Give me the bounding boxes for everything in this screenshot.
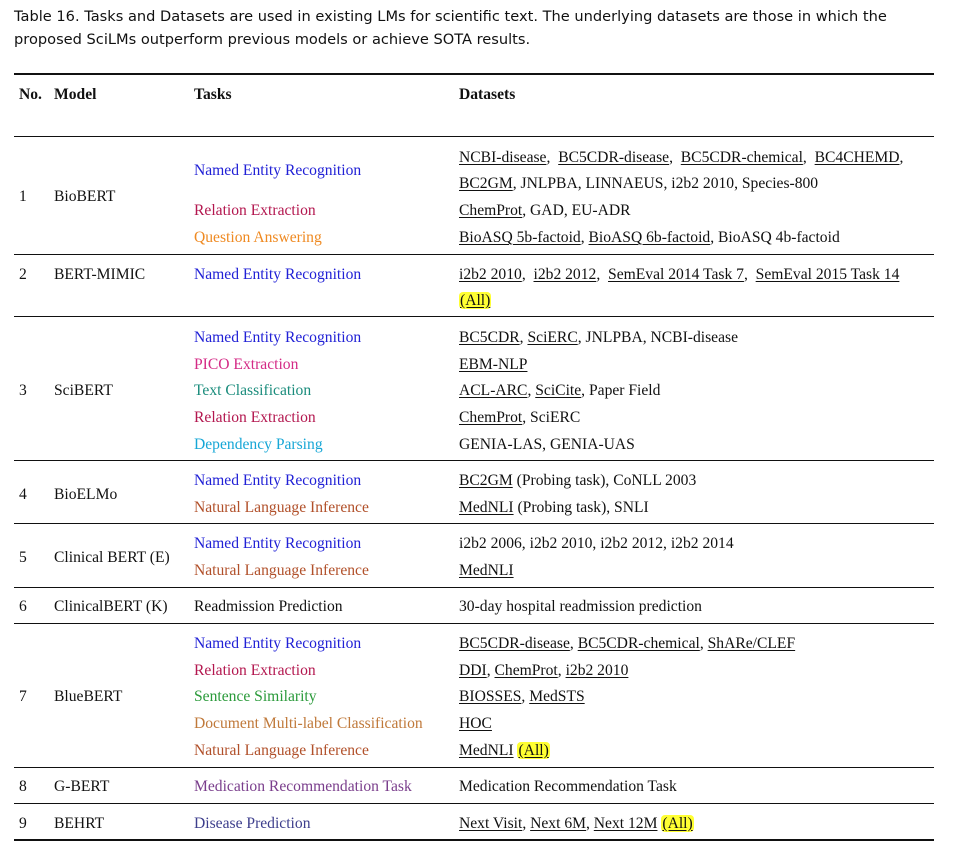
dataset-line: BC2GM, JNLPBA, LINNAEUS, i2b2 2010, Species-800 bbox=[459, 175, 819, 192]
dataset-line: MedNLI bbox=[459, 562, 514, 579]
dataset-line: BC5CDR-disease, BC5CDR-chemical, ShARe/CLEF bbox=[459, 635, 796, 652]
dataset-line: GENIA-LAS, GENIA-UAS bbox=[459, 436, 635, 453]
task-label: Named Entity Recognition bbox=[194, 635, 362, 652]
dataset-line: ChemProt, GAD, EU-ADR bbox=[459, 202, 631, 219]
dataset-line: BioASQ 5b-factoid, BioASQ 6b-factoid, BioASQ 4b-factoid bbox=[459, 229, 840, 246]
row-divider bbox=[14, 803, 934, 804]
task-label: Document Multi-label Classification bbox=[194, 715, 423, 732]
dataset-line: DDI, ChemProt, i2b2 2010 bbox=[459, 662, 629, 679]
table-caption: Table 16. Tasks and Datasets are used in existing LMs for scientific text. The underlying datasets are those in which the proposed SciLMs outperform previous models or achieve SOTA results. bbox=[14, 8, 887, 48]
model-name: BioELMo bbox=[54, 486, 118, 503]
task-label: Relation Extraction bbox=[194, 202, 316, 219]
task-label: Sentence Similarity bbox=[194, 688, 317, 705]
dataset-line: MedNLI (Probing task), SNLI bbox=[459, 499, 649, 516]
row-divider bbox=[14, 623, 934, 624]
row-number: 3 bbox=[19, 382, 27, 399]
task-label: Natural Language Inference bbox=[194, 499, 369, 516]
task-label: Natural Language Inference bbox=[194, 562, 369, 579]
row-number: 8 bbox=[19, 778, 27, 795]
row-divider bbox=[14, 316, 934, 317]
row-divider bbox=[14, 460, 934, 461]
dataset-line: EBM-NLP bbox=[459, 356, 528, 373]
header-rule bbox=[14, 136, 934, 137]
model-name: SciBERT bbox=[54, 382, 113, 399]
task-label: Named Entity Recognition bbox=[194, 266, 362, 283]
header-model: Model bbox=[54, 86, 97, 103]
model-name: ClinicalBERT (K) bbox=[54, 598, 168, 615]
model-name: BlueBERT bbox=[54, 688, 123, 705]
task-label: Medication Recommendation Task bbox=[194, 778, 412, 795]
model-name: BEHRT bbox=[54, 815, 105, 832]
row-number: 7 bbox=[19, 688, 27, 705]
dataset-line: MedNLI (All) bbox=[459, 742, 549, 759]
dataset-line: 30-day hospital readmission prediction bbox=[459, 598, 702, 615]
top-rule bbox=[14, 73, 934, 75]
task-label: Named Entity Recognition bbox=[194, 162, 362, 179]
bottom-rule bbox=[14, 839, 934, 841]
dataset-line: Medication Recommendation Task bbox=[459, 778, 677, 795]
dataset-line: i2b2 2010, i2b2 2012, SemEval 2014 Task 7, SemEval 2015 Task 14 bbox=[459, 266, 900, 283]
dataset-line: BC5CDR, SciERC, JNLPBA, NCBI-disease bbox=[459, 329, 738, 346]
row-number: 2 bbox=[19, 266, 27, 283]
task-label: Named Entity Recognition bbox=[194, 472, 362, 489]
header-tasks: Tasks bbox=[194, 86, 232, 103]
dataset-line: HOC bbox=[459, 715, 492, 732]
row-divider bbox=[14, 587, 934, 588]
task-label: Relation Extraction bbox=[194, 662, 316, 679]
model-name: BERT-MIMIC bbox=[54, 266, 146, 283]
model-name: G-BERT bbox=[54, 778, 110, 795]
task-label: Named Entity Recognition bbox=[194, 329, 362, 346]
dataset-line: Next Visit, Next 6M, Next 12M (All) bbox=[459, 815, 693, 832]
dataset-line: NCBI-disease, BC5CDR-disease, BC5CDR-chemical, BC4CHEMD, bbox=[459, 149, 904, 166]
task-label: PICO Extraction bbox=[194, 356, 299, 373]
task-label: Relation Extraction bbox=[194, 409, 316, 426]
task-label: Named Entity Recognition bbox=[194, 535, 362, 552]
row-divider bbox=[14, 767, 934, 768]
dataset-line: ACL-ARC, SciCite, Paper Field bbox=[459, 382, 661, 399]
row-number: 6 bbox=[19, 598, 27, 615]
row-divider bbox=[14, 523, 934, 524]
dataset-line: ChemProt, SciERC bbox=[459, 409, 581, 426]
dataset-line: i2b2 2006, i2b2 2010, i2b2 2012, i2b2 2014 bbox=[459, 535, 734, 552]
row-number: 1 bbox=[19, 188, 27, 205]
dataset-line: (All) bbox=[460, 292, 491, 309]
row-number: 5 bbox=[19, 549, 27, 566]
dataset-line: BC2GM (Probing task), CoNLL 2003 bbox=[459, 472, 697, 489]
row-number: 4 bbox=[19, 486, 27, 503]
task-label: Question Answering bbox=[194, 229, 322, 246]
model-name: BioBERT bbox=[54, 188, 116, 205]
task-label: Natural Language Inference bbox=[194, 742, 369, 759]
model-name: Clinical BERT (E) bbox=[54, 549, 170, 566]
header-datasets: Datasets bbox=[459, 86, 516, 103]
task-label: Dependency Parsing bbox=[194, 436, 323, 453]
task-label: Readmission Prediction bbox=[194, 598, 343, 615]
task-label: Text Classification bbox=[194, 382, 312, 399]
row-number: 9 bbox=[19, 815, 27, 832]
dataset-line: BIOSSES, MedSTS bbox=[459, 688, 585, 705]
task-label: Disease Prediction bbox=[194, 815, 311, 832]
row-divider bbox=[14, 254, 934, 255]
header-no: No. bbox=[19, 86, 42, 103]
